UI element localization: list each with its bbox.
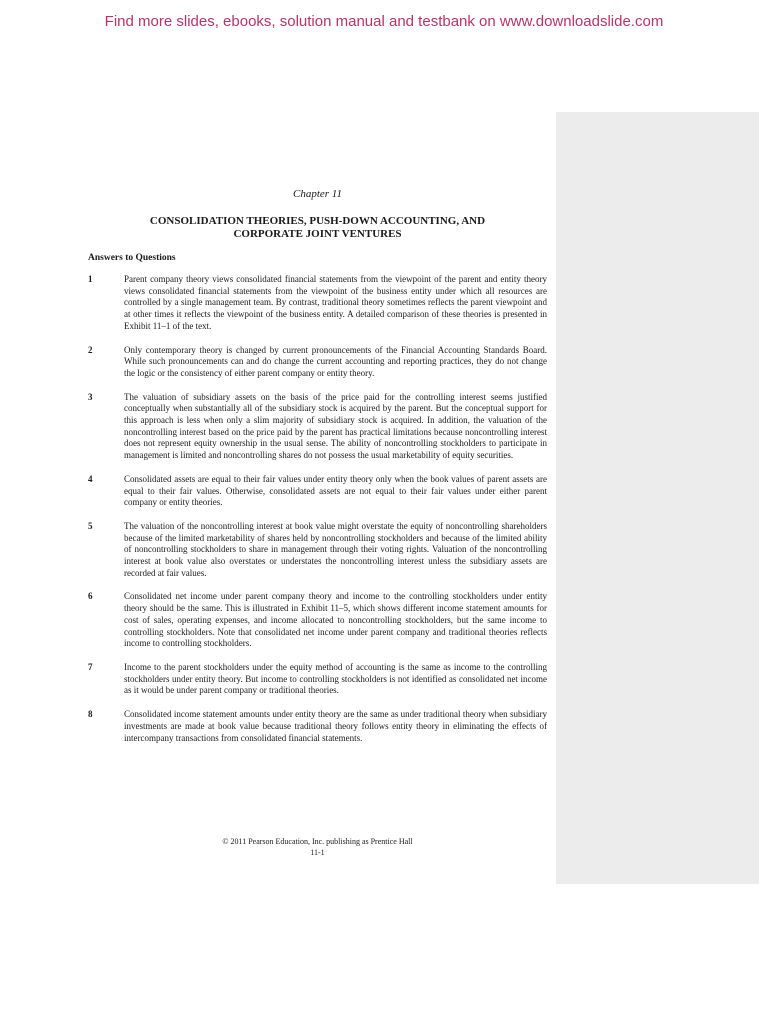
answer-item-6 — [88, 591, 547, 650]
answer-text: Only contemporary theory is changed by current pronouncements of the Financial Accounting Standards Board. While such pronouncements can and do change the current accounting and reporting practices, they do not change the logic or the consistency of either parent company or entity theory. — [124, 344, 547, 378]
page-footer — [88, 836, 547, 858]
answer-text: Consolidated income statement amounts under entity theory are the same as under traditional theory when subsidiary investments are made at book value because traditional theory follows entity theory in eliminating the effects of intercompany transactions from consolidated financial statements. — [124, 709, 547, 743]
answer-number: 3 — [88, 391, 93, 402]
chapter-title-line-1: CONSOLIDATION THEORIES, PUSH-DOWN ACCOUNTING, AND — [149, 215, 486, 227]
answer-text: Consolidated assets are equal to their fair values under entity theory only when the book values of parent assets are equal to their fair values. Otherwise, consolidated assets are not equal to their fair values under either parent company or entity theories. — [124, 473, 547, 508]
chapter-label: Chapter 11 — [293, 188, 342, 200]
answer-text: Consolidated net income under parent company theory and income to the controlling stockholders under entity theory should be the same. This is illustrated in Exhibit 11–5, which shows different income statement amounts for cost of sales, operating expenses, and income allocated to noncontrolling stockholders, but the same income to controlling stockholders. Note that consolidated net income under parent company and traditional theories reflects income to controlling stockholders. — [124, 591, 547, 649]
chapter-title — [88, 215, 547, 241]
answer-text: Income to the parent stockholders under the equity method of accounting is the same as income to the controlling stockholders under entity theory. But income to controlling stockholders is not identified as consolidated net income as it would be under parent company or traditional theories. — [124, 661, 547, 696]
answer-item-8 — [88, 709, 547, 744]
answer-number: 5 — [88, 520, 93, 531]
comment-pane — [556, 112, 759, 884]
answer-number: 1 — [88, 274, 93, 284]
answer-number: 4 — [88, 473, 93, 484]
answer-number: 6 — [88, 591, 93, 602]
answer-text: Parent company theory views consolidated financial statements from the viewpoint of the parent and entity theory views consolidated financial statements from the viewpoint of the business entity under which all resources are controlled by a single management team. By contrast, traditional theory sometimes reflects the parent viewpoint and at other times it reflects the viewpoint of the business entity. A detailed comparison of these theories is presented in Exhibit 11–1 of the text. — [124, 274, 547, 331]
answer-item-7 — [88, 662, 547, 697]
page-number: 11-1 — [310, 848, 325, 857]
answer-item-4 — [88, 474, 547, 509]
answer-item-1 — [88, 274, 547, 333]
answer-number: 7 — [88, 661, 93, 672]
answer-number: 2 — [88, 344, 93, 355]
chapter-title-line-2: CORPORATE JOINT VENTURES — [233, 228, 402, 240]
answer-item-2 — [88, 345, 547, 380]
copyright-notice: © 2011 Pearson Education, Inc. publishing as Prentice Hall — [222, 837, 413, 846]
download-banner-link[interactable]: Find more slides, ebooks, solution manual and testbank on www.downloadslide.com — [104, 13, 664, 30]
section-heading: Answers to Questions — [88, 253, 176, 263]
answer-item-3 — [88, 392, 547, 462]
document-page — [88, 188, 547, 756]
answer-text: The valuation of subsidiary assets on the basis of the price paid for the controlling interest seems justified conceptually when substantially all of the subsidiary stock is acquired by the parent. But the conceptual support for this approach is less when only a slim majority of subsidiary stock is acquired. In addition, the valuation of the noncontrolling interest based on the price paid by the parent has practical limitations because noncontrolling interest does not represent equity ownership in the usual sense. The ability of noncontrolling stockholders to participate in management is limited and noncontrolling shares do not possess the usual marketability of equity securities. — [124, 391, 547, 461]
answer-number: 8 — [88, 709, 93, 720]
answer-item-5 — [88, 521, 547, 580]
answer-text: The valuation of the noncontrolling interest at book value might overstate the equity of noncontrolling shareholders because of the limited marketability of shares held by noncontrolling stockholders and because of the limited ability of noncontrolling stockholders to share in management through their voting rights. Valuation of the noncontrolling interest at book value also overstates or understates the noncontrolling interest unless the subsidiary assets are recorded at fair values. — [124, 520, 547, 578]
